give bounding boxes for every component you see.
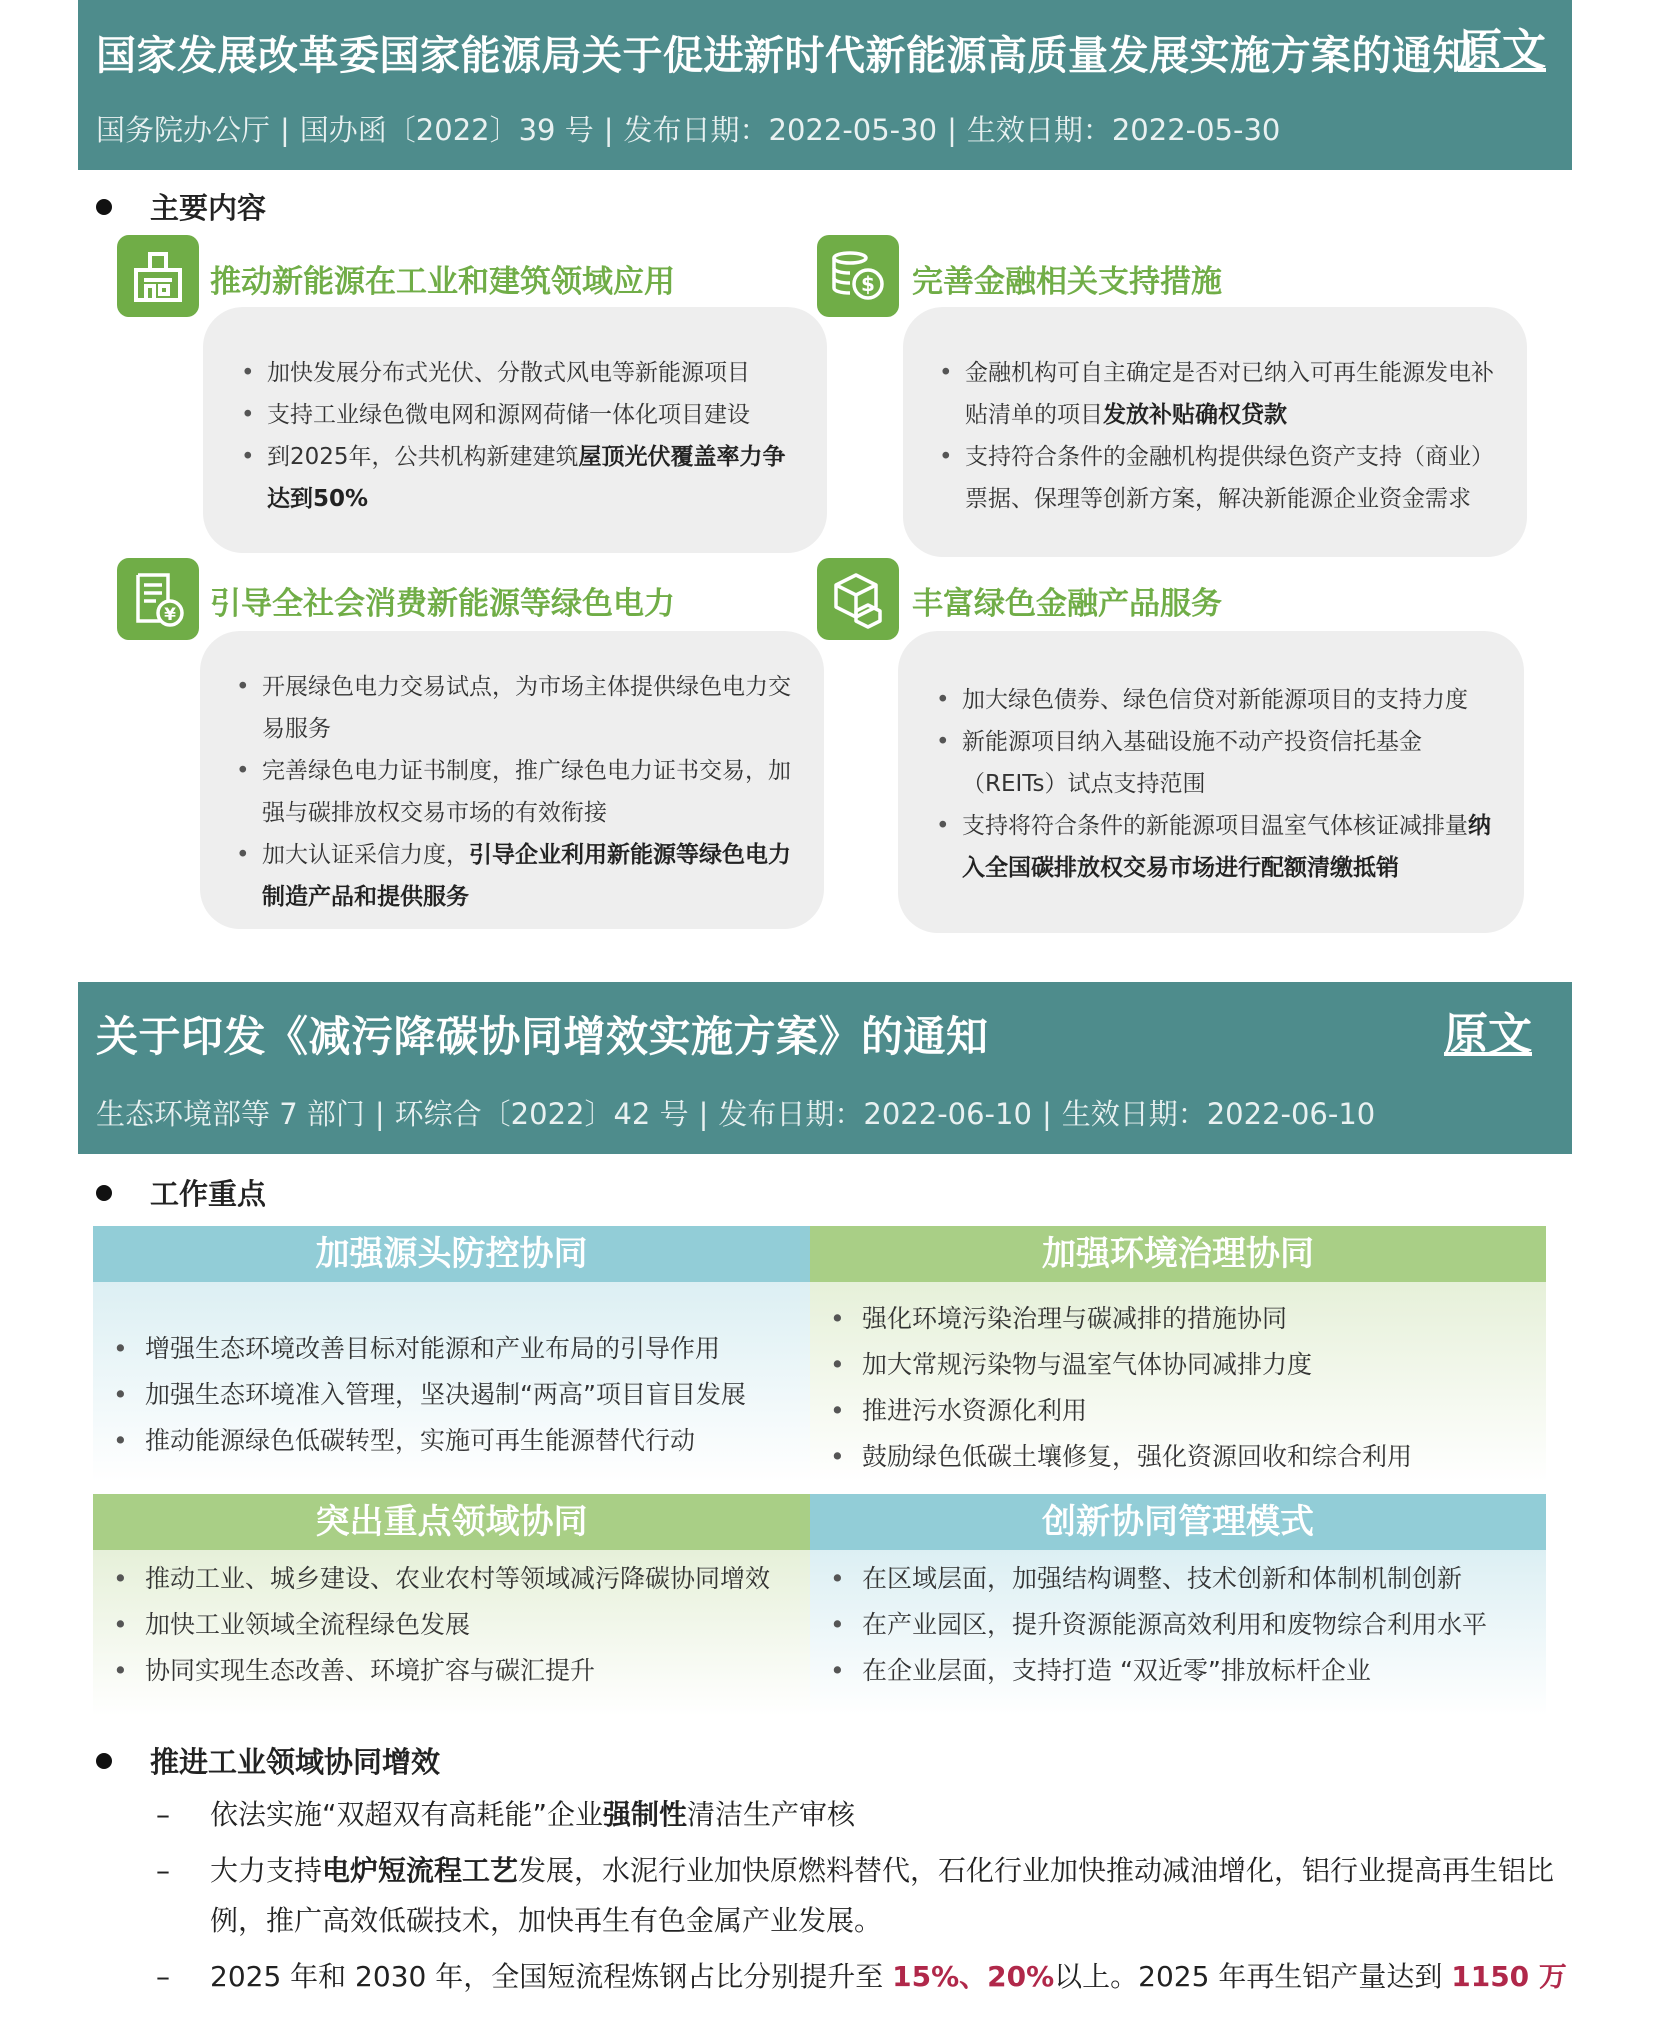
card1-title: 推动新能源在工业和建筑领域应用 <box>210 264 675 300</box>
section1-original-link[interactable]: 原文 <box>1458 25 1546 76</box>
section2-original-link[interactable]: 原文 <box>1444 1009 1532 1060</box>
svg-text:¥: ¥ <box>164 605 176 625</box>
list-item: • 强化环境污染治理与碳减排的措施协同 <box>810 1296 1546 1342</box>
list-item: • 协同实现生态改善、环境扩容与碳汇提升 <box>93 1648 810 1694</box>
list-item: • 金融机构可自主确定是否对已纳入可再生能源发电补贴清单的项目发放补贴确权贷款 <box>921 352 1509 436</box>
bullet-dot <box>96 1753 112 1769</box>
section2-banner <box>78 982 1572 1154</box>
meta-effective-date: 生效日期：2022-05-30 <box>966 113 1281 147</box>
meta-issuer: 生态环境部等 7 部门 <box>96 1097 365 1131</box>
list-item: • 开展绿色电力交易试点，为市场主体提供绿色电力交易服务 <box>218 666 808 750</box>
panel-title: 创新协同管理模式 <box>810 1494 1546 1550</box>
panel-management-mode <box>810 1494 1546 1716</box>
section2-meta: 生态环境部等 7 部门 | 环综合〔2022〕42 号 | 发布日期：2022-06-10 | 生效日期：2022-06-10 <box>96 1097 1376 1131</box>
dash-item: – 大力支持电炉短流程工艺发展，水泥行业加快原燃料替代，石化行业加快推动减油增化，铝行业提高再生铝比例，推广高效低碳技术，加快再生有色金属产业发展。 <box>156 1854 1555 1937</box>
meta-publish-date: 发布日期：2022-06-10 <box>718 1097 1032 1131</box>
list-item: • 在区域层面，加强结构调整、技术创新和体制机制创新 <box>810 1556 1546 1602</box>
panel-title: 加强环境治理协同 <box>810 1226 1546 1282</box>
panel-source-control <box>93 1226 810 1482</box>
card1-body <box>203 307 827 553</box>
section1-title: 国家发展改革委国家能源局关于促进新时代新能源高质量发展实施方案的通知 <box>96 33 1473 79</box>
section1-meta: 国务院办公厅 | 国办函〔2022〕39 号 | 发布日期：2022-05-30 | 生效日期：2022-05-30 <box>96 113 1281 147</box>
card4-body <box>898 631 1524 933</box>
list-item: • 新能源项目纳入基础设施不动产投资信托基金（REITs）试点支持范围 <box>918 721 1510 805</box>
section1-heading: 主要内容 <box>96 186 266 227</box>
finance-coins-icon <box>817 235 899 317</box>
meta-effective-date: 生效日期：2022-06-10 <box>1061 1097 1376 1131</box>
meta-doc-no: 环综合〔2022〕42 号 <box>394 1097 689 1131</box>
list-item: • 在企业层面，支持打造 “双近零”排放标杆企业 <box>810 1648 1546 1694</box>
section2-title: 关于印发《减污降碳协同增效实施方案》的通知 <box>96 1012 989 1061</box>
panel-title: 加强源头防控协同 <box>93 1226 810 1282</box>
invoice-yen-icon <box>117 558 199 640</box>
bullet-dot <box>96 199 112 215</box>
card2-title: 完善金融相关支持措施 <box>912 264 1222 300</box>
dash-item: – 依法实施“双超双有高耗能”企业强制性清洁生产审核 <box>156 1798 856 1831</box>
list-item: • 在产业园区，提升资源能源高效利用和废物综合利用水平 <box>810 1602 1546 1648</box>
industry-dash-list <box>150 1790 1570 2002</box>
meta-publish-date: 发布日期：2022-05-30 <box>623 113 938 147</box>
list-item: • 到2025年，公共机构新建建筑屋顶光伏覆盖率力争达到50% <box>223 436 803 520</box>
meta-doc-no: 国办函〔2022〕39 号 <box>299 113 594 147</box>
list-item: • 加快发展分布式光伏、分散式风电等新能源项目 <box>223 352 803 394</box>
card2-body <box>903 307 1527 557</box>
card3-title: 引导全社会消费新能源等绿色电力 <box>210 586 675 622</box>
card4-title: 丰富绿色金融产品服务 <box>912 586 1222 622</box>
panel-title: 突出重点领域协同 <box>93 1494 810 1550</box>
list-item: • 推动能源绿色低碳转型，实施可再生能源替代行动 <box>93 1418 810 1464</box>
list-item: • 增强生态环境改善目标对能源和产业布局的引导作用 <box>93 1326 810 1372</box>
list-item: • 完善绿色电力证书制度，推广绿色电力证书交易，加强与碳排放权交易市场的有效衔接 <box>218 750 808 834</box>
card3-body <box>200 631 824 929</box>
list-item: • 加强生态环境准入管理，坚决遏制“两高”项目盲目发展 <box>93 1372 810 1418</box>
list-item: • 支持工业绿色微电网和源网荷储一体化项目建设 <box>223 394 803 436</box>
list-item: • 鼓励绿色低碳土壤修复，强化资源回收和综合利用 <box>810 1434 1546 1480</box>
building-icon <box>117 235 199 317</box>
list-item: • 支持符合条件的金融机构提供绿色资产支持（商业）票据、保理等创新方案，解决新能源企业资金需求 <box>921 436 1509 520</box>
list-item: • 加快工业领域全流程绿色发展 <box>93 1602 810 1648</box>
section1-banner <box>78 0 1572 170</box>
list-item: • 推动工业、城乡建设、农业农村等领域减污降碳协同增效 <box>93 1556 810 1602</box>
svg-text:$: $ <box>861 272 875 296</box>
list-item: • 加大常规污染物与温室气体协同减排力度 <box>810 1342 1546 1388</box>
list-item: • 推进污水资源化利用 <box>810 1388 1546 1434</box>
section2-heading: 工作重点 <box>96 1172 266 1213</box>
bullet-dot <box>96 1185 112 1201</box>
panel-env-governance <box>810 1226 1546 1482</box>
list-item: • 支持将符合条件的新能源项目温室气体核证减排量纳入全国碳排放权交易市场进行配额清缴抵销 <box>918 805 1510 889</box>
meta-issuer: 国务院办公厅 <box>96 113 271 147</box>
section2-heading2: 推进工业领域协同增效 <box>96 1740 440 1781</box>
product-box-icon <box>817 558 899 640</box>
panel-key-areas <box>93 1494 810 1716</box>
dash-item: – 2025 年和 2030 年，全国短流程炼钢占比分别提升至 15%、20%以上。2025 年再生铝产量达到 1150 万 <box>156 1960 1567 1993</box>
list-item: • 加大认证采信力度，引导企业利用新能源等绿色电力制造产品和提供服务 <box>218 834 808 918</box>
list-item: • 加大绿色债券、绿色信贷对新能源项目的支持力度 <box>918 679 1510 721</box>
